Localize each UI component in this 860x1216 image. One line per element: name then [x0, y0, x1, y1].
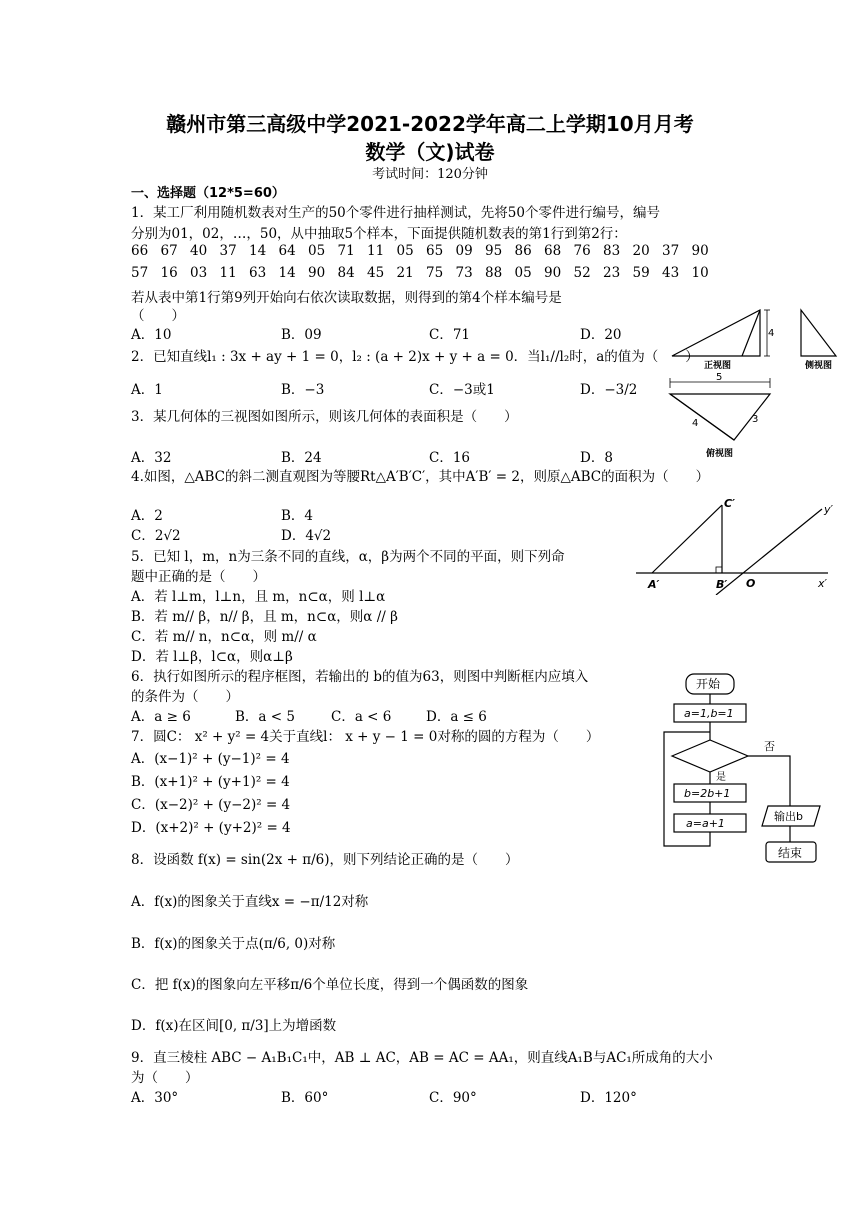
q5-option-b: B．若 m// β，n// β，且 m，n⊂α，则α // β — [131, 609, 398, 625]
random-number-cell: 84 — [337, 265, 355, 281]
random-number-cell: 64 — [278, 243, 296, 259]
random-number-cell: 71 — [337, 243, 355, 259]
random-number-cell: 63 — [249, 265, 267, 281]
random-number-cell: 76 — [573, 243, 591, 259]
q2-option-c: C．−3或1 — [429, 382, 495, 398]
q3-option-c: C．16 — [429, 450, 471, 466]
random-number-cell: 88 — [485, 265, 503, 281]
init-label: a=1,b=1 — [684, 707, 734, 720]
exam-title-line1: 赣州市第三高级中学2021-2022学年高二上学期10月月考 — [166, 112, 694, 136]
q9-option-b: B．60° — [281, 1090, 329, 1106]
q4-option-d: D．4√2 — [281, 528, 332, 544]
q9-option-d: D．120° — [580, 1090, 637, 1106]
random-number-cell: 95 — [485, 243, 503, 259]
q6-option-a: A．a ≥ 6 — [131, 709, 191, 725]
top-view-label: 俯视图 — [706, 449, 734, 459]
random-number-cell: 11 — [219, 265, 237, 281]
random-number-cell: 68 — [544, 243, 562, 259]
y-axis-label: y′ — [824, 503, 834, 516]
step2-label: a=a+1 — [686, 817, 725, 830]
q1-option-a: A．10 — [131, 327, 172, 343]
q7-text: 7．圆C： x² + y² = 4关于直线l： x + y − 1 = 0对称的圆的方程为（ ） — [131, 729, 600, 745]
side-view — [801, 310, 836, 356]
q5-option-d: D．若 l⊥β，l⊂α，则α⊥β — [131, 649, 293, 665]
q7-option-d: D．(x+2)² + (y+2)² = 4 — [131, 820, 291, 836]
q1-option-b: B．09 — [281, 327, 322, 343]
random-number-cell: 11 — [367, 243, 385, 259]
front-height-label: 4 — [768, 328, 775, 339]
output-label: 输出b — [774, 810, 803, 823]
q2-option-b: B．−3 — [281, 382, 325, 398]
point-b-label: B′ — [716, 578, 728, 591]
q6-option-c: C．a < 6 — [331, 709, 392, 725]
random-number-cell: 20 — [632, 243, 650, 259]
q4-option-a: A．2 — [131, 508, 163, 524]
random-number-cell: 66 — [131, 243, 149, 259]
q1-line1: 1．某工厂利用随机数表对生产的50个零件进行抽样测试，先将50个零件进行编号，编号 — [131, 205, 660, 221]
random-number-cell: 86 — [514, 243, 532, 259]
q2-option-d: D．−3/2 — [580, 382, 638, 398]
random-table-row1 — [131, 243, 721, 259]
step1-label: b=2b+1 — [684, 787, 731, 800]
q1-option-c: C．71 — [429, 327, 471, 343]
random-number-cell: 16 — [160, 265, 178, 281]
point-a-label: A′ — [648, 578, 660, 591]
q9-line1: 9．直三棱柱 ABC − A₁B₁C₁中，AB ⊥ AC，AB = AC = AA₁，则直线A₁B与AC₁所成角的大小 — [131, 1050, 713, 1066]
decision-diamond — [672, 740, 748, 772]
q6-option-d: D．a ≤ 6 — [426, 709, 487, 725]
side-view-label: 侧视图 — [805, 361, 833, 371]
q8-option-c: C．把 f(x)的图象向左平移π/6个单位长度，得到一个偶函数的图象 — [131, 977, 529, 993]
q3-text: 3．某几何体的三视图如图所示，则该几何体的表面积是（ ） — [131, 409, 518, 425]
q2-text: 2．已知直线l₁ : 3x + ay + 1 = 0，l₂ : (a + 2)x + y + a = 0．当l₁//l₂时，a的值为（ ） — [131, 349, 699, 365]
q9-option-a: A．30° — [131, 1090, 179, 1106]
random-number-cell: 67 — [160, 243, 178, 259]
flowchart-figure — [660, 670, 845, 870]
oblique-projection-figure — [632, 495, 840, 595]
q4-option-c: C．2√2 — [131, 528, 181, 544]
start-label: 开始 — [696, 677, 721, 691]
random-number-cell: 73 — [455, 265, 473, 281]
q8-option-d: D．f(x)在区间[0, π/3]上为增函数 — [131, 1018, 337, 1034]
random-number-cell: 45 — [367, 265, 385, 281]
q4-option-b: B．4 — [281, 508, 314, 524]
random-number-cell: 09 — [455, 243, 473, 259]
q8-option-a: A．f(x)的图象关于直线x = −π/12对称 — [131, 894, 369, 910]
section-heading: 一、选择题（12*5=60） — [131, 186, 285, 201]
q6-line1: 6．执行如图所示的程序框图，若输出的 b的值为63，则图中判断框内应填入 — [131, 669, 589, 685]
top-edge-b-label: 3 — [752, 414, 759, 425]
no-label: 否 — [764, 740, 775, 753]
random-number-cell: 21 — [396, 265, 414, 281]
random-number-cell: 40 — [190, 243, 208, 259]
random-table-row2 — [131, 265, 721, 281]
random-number-cell: 10 — [691, 265, 709, 281]
exam-time: 考试时间：120分钟 — [372, 167, 488, 182]
q1-option-d: D．20 — [580, 327, 622, 343]
top-view — [670, 378, 770, 440]
origin-label: O — [746, 577, 756, 590]
random-number-cell: 52 — [573, 265, 591, 281]
q5-line1: 5．已知 l，m，n为三条不同的直线，α，β为两个不同的平面，则下列命 — [131, 549, 565, 565]
q5-line2: 题中正确的是（ ） — [131, 569, 266, 585]
y-axis — [716, 509, 822, 595]
random-number-cell: 90 — [544, 265, 562, 281]
random-number-cell: 37 — [219, 243, 237, 259]
q8-option-b: B．f(x)的图象关于点(π/6, 0)对称 — [131, 936, 336, 952]
q5-option-c: C．若 m// n，n⊂α，则 m// α — [131, 629, 317, 645]
random-number-cell: 03 — [190, 265, 208, 281]
random-number-cell: 59 — [632, 265, 650, 281]
q5-option-a: A．若 l⊥m，l⊥n，且 m，n⊂α，则 l⊥α — [131, 589, 386, 605]
q9-line2: 为（ ） — [131, 1070, 199, 1086]
random-number-cell: 37 — [662, 243, 680, 259]
q3-option-d: D．8 — [580, 450, 613, 466]
random-number-cell: 75 — [426, 265, 444, 281]
random-number-cell: 90 — [691, 243, 709, 259]
random-number-cell: 14 — [249, 243, 267, 259]
q9-option-c: C．90° — [429, 1090, 477, 1106]
random-number-cell: 57 — [131, 265, 149, 281]
q1-line3: 若从表中第1行第9列开始向右依次读取数据，则得到的第4个样本编号是 — [131, 290, 562, 306]
three-view-figure — [664, 308, 854, 463]
q1-line4: （ ） — [131, 308, 185, 324]
random-number-cell: 14 — [278, 265, 296, 281]
random-number-cell: 43 — [662, 265, 680, 281]
q6-line2: 的条件为（ ） — [131, 689, 239, 705]
top-edge-a-label: 4 — [692, 418, 699, 429]
exam-title-line2: 数学（文)试卷 — [365, 140, 495, 164]
q1-line2: 分别为01，02，…，50，从中抽取5个样本，下面提供随机数表的第1行到第2行： — [131, 226, 627, 242]
x-axis-label: x′ — [818, 577, 828, 590]
random-number-cell: 90 — [308, 265, 326, 281]
q2-option-a: A．1 — [131, 382, 163, 398]
random-number-cell: 05 — [514, 265, 532, 281]
yes-label: 是 — [716, 772, 726, 783]
front-view-label: 正视图 — [704, 361, 732, 371]
q4-text: 4.如图，△ABC的斜二测直观图为等腰Rt△A′B′C′，其中A′B′ = 2，则原△ABC的面积为（ ） — [131, 469, 710, 485]
random-number-cell: 65 — [426, 243, 444, 259]
q6-option-b: B．a < 5 — [235, 709, 295, 725]
q7-option-a: A．(x−1)² + (y−1)² = 4 — [131, 751, 290, 767]
random-number-cell: 05 — [396, 243, 414, 259]
q7-option-c: C．(x−2)² + (y−2)² = 4 — [131, 797, 291, 813]
front-view — [672, 310, 770, 356]
q3-option-b: B．24 — [281, 450, 322, 466]
random-number-cell: 23 — [603, 265, 621, 281]
q8-text: 8．设函数 f(x) = sin(2x + π/6)，则下列结论正确的是（ ） — [131, 852, 519, 868]
q3-option-a: A．32 — [131, 450, 172, 466]
random-number-cell: 05 — [308, 243, 326, 259]
end-label: 结束 — [778, 846, 803, 860]
q7-option-b: B．(x+1)² + (y+1)² = 4 — [131, 774, 290, 790]
random-number-cell: 83 — [603, 243, 621, 259]
top-width-label: 5 — [716, 372, 723, 383]
point-c-label: C′ — [724, 497, 735, 510]
